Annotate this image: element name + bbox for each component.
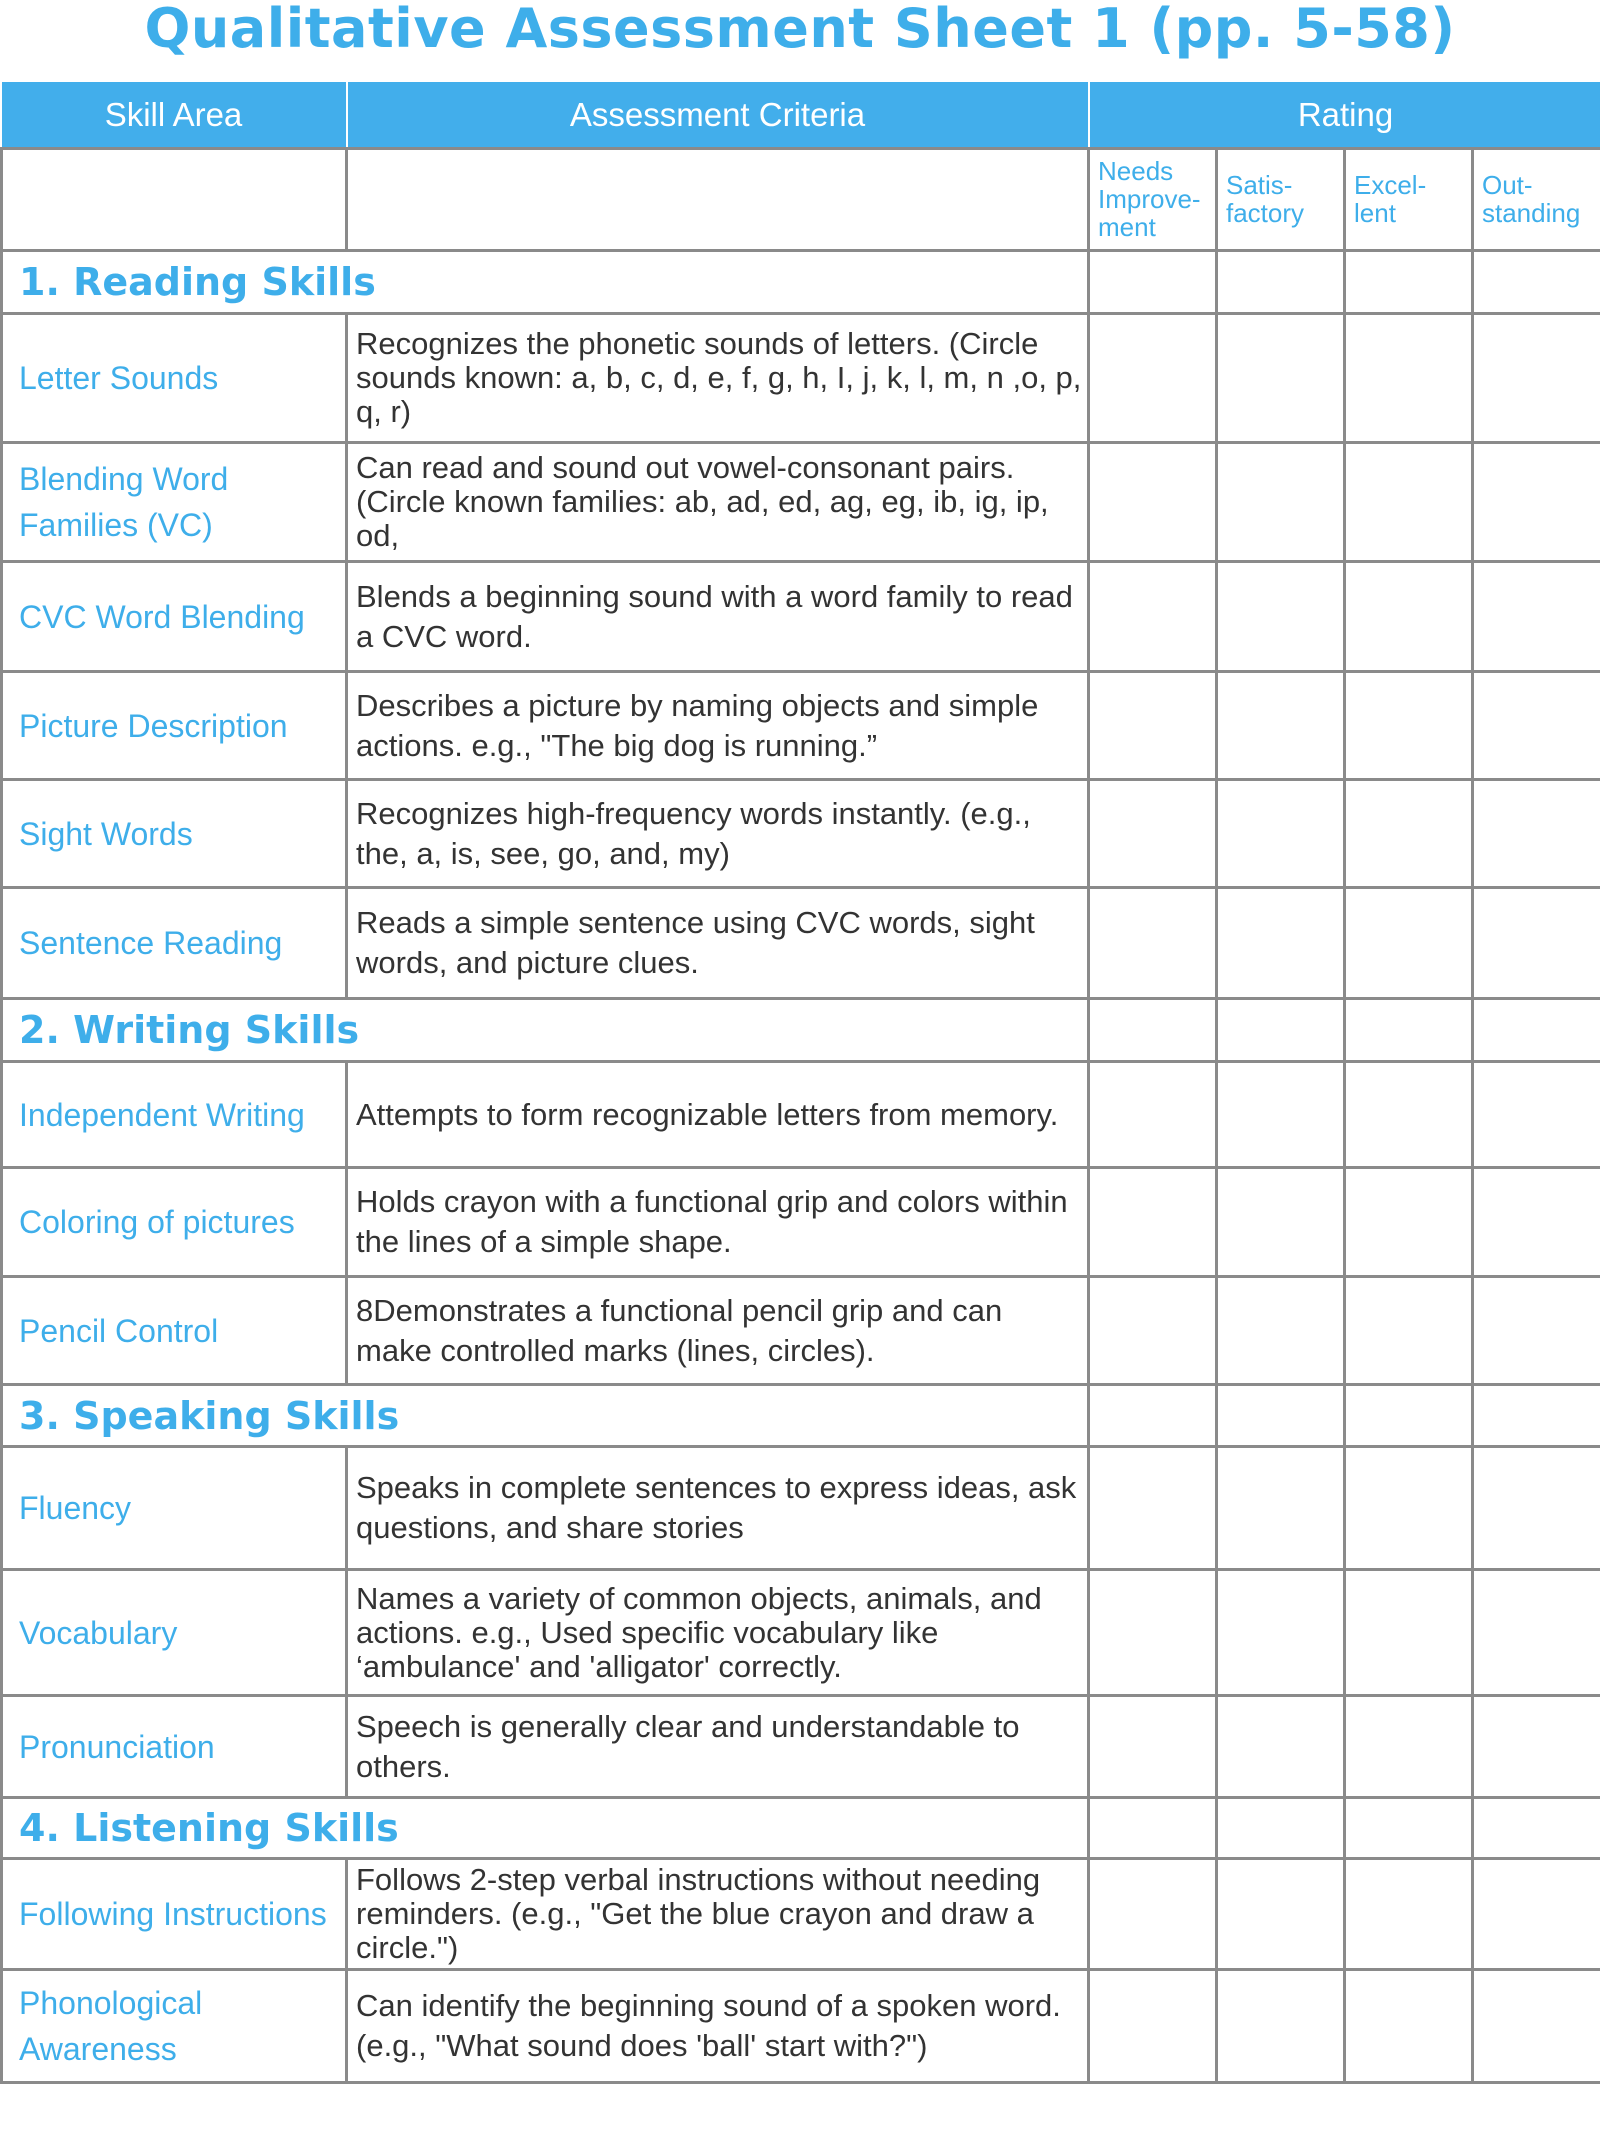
rating-box-outstanding[interactable] xyxy=(1473,562,1600,672)
skill-row xyxy=(2,1696,1600,1798)
skill-row xyxy=(2,1062,1600,1168)
rating-box-excellent[interactable] xyxy=(1345,1798,1473,1859)
assessment-criteria: Recognizes the phonetic sounds of letters. (Circle sounds known: a, b, c, d, e, f, g, h, I, j, k, l, m, n ,o, p, q, r) xyxy=(347,314,1089,443)
section-row xyxy=(2,1385,1600,1447)
rating-box-satisfactory[interactable] xyxy=(1217,1385,1345,1447)
rating-box-needs-improvement[interactable] xyxy=(1089,888,1217,999)
rating-box-outstanding[interactable] xyxy=(1473,1277,1600,1385)
rating-box-outstanding[interactable] xyxy=(1473,1859,1600,1970)
rating-level-excellent: Excel- lent xyxy=(1345,149,1473,251)
rating-box-satisfactory[interactable] xyxy=(1217,1277,1345,1385)
assessment-criteria: Follows 2-step verbal instructions without needing reminders. (e.g., "Get the blue crayon and draw a circle.") xyxy=(347,1859,1089,1970)
skill-row xyxy=(2,888,1600,999)
rating-box-satisfactory[interactable] xyxy=(1217,251,1345,314)
skill-name: Coloring of pictures xyxy=(2,1168,347,1277)
rating-box-outstanding[interactable] xyxy=(1473,1447,1600,1570)
assessment-table xyxy=(0,82,1600,2084)
rating-box-needs-improvement[interactable] xyxy=(1089,1798,1217,1859)
rating-box-satisfactory[interactable] xyxy=(1217,1062,1345,1168)
rating-box-outstanding[interactable] xyxy=(1473,1798,1600,1859)
rating-box-needs-improvement[interactable] xyxy=(1089,672,1217,780)
assessment-criteria: 8Demonstrates a functional pencil grip and can make controlled marks (lines, circles). xyxy=(347,1277,1089,1385)
skill-row xyxy=(2,443,1600,562)
rating-box-satisfactory[interactable] xyxy=(1217,1570,1345,1696)
rating-box-needs-improvement[interactable] xyxy=(1089,251,1217,314)
rating-box-needs-improvement[interactable] xyxy=(1089,314,1217,443)
rating-levels-row xyxy=(2,149,1600,251)
skill-name: Picture Description xyxy=(2,672,347,780)
rating-box-excellent[interactable] xyxy=(1345,314,1473,443)
rating-box-excellent[interactable] xyxy=(1345,1570,1473,1696)
rating-box-satisfactory[interactable] xyxy=(1217,1859,1345,1970)
rating-box-satisfactory[interactable] xyxy=(1217,780,1345,888)
rating-box-outstanding[interactable] xyxy=(1473,888,1600,999)
rating-box-satisfactory[interactable] xyxy=(1217,1447,1345,1570)
skill-row xyxy=(2,562,1600,672)
rating-box-outstanding[interactable] xyxy=(1473,1062,1600,1168)
rating-box-needs-improvement[interactable] xyxy=(1089,443,1217,562)
section-row xyxy=(2,999,1600,1062)
skill-row xyxy=(2,1277,1600,1385)
rating-box-excellent[interactable] xyxy=(1345,1385,1473,1447)
rating-box-needs-improvement[interactable] xyxy=(1089,1447,1217,1570)
assessment-criteria: Holds crayon with a functional grip and colors within the lines of a simple shape. xyxy=(347,1168,1089,1277)
skill-row xyxy=(2,1859,1600,1970)
rating-box-needs-improvement[interactable] xyxy=(1089,1859,1217,1970)
rating-box-outstanding[interactable] xyxy=(1473,1385,1600,1447)
skill-name: CVC Word Blending xyxy=(2,562,347,672)
skill-name: Pencil Control xyxy=(2,1277,347,1385)
skill-row xyxy=(2,1970,1600,2083)
rating-box-excellent[interactable] xyxy=(1345,672,1473,780)
rating-box-outstanding[interactable] xyxy=(1473,1570,1600,1696)
skill-name: Independent Writing xyxy=(2,1062,347,1168)
rating-box-excellent[interactable] xyxy=(1345,1168,1473,1277)
rating-box-satisfactory[interactable] xyxy=(1217,443,1345,562)
rating-level-outstanding: Out- standing xyxy=(1473,149,1600,251)
section-title: 4. Listening Skills xyxy=(2,1798,1089,1859)
blank-cell xyxy=(347,149,1089,251)
section-row xyxy=(2,1798,1600,1859)
rating-box-needs-improvement[interactable] xyxy=(1089,1168,1217,1277)
section-title: 3. Speaking Skills xyxy=(2,1385,1089,1447)
rating-box-satisfactory[interactable] xyxy=(1217,562,1345,672)
rating-box-needs-improvement[interactable] xyxy=(1089,1385,1217,1447)
assessment-criteria: Blends a beginning sound with a word family to read a CVC word. xyxy=(347,562,1089,672)
rating-box-outstanding[interactable] xyxy=(1473,1168,1600,1277)
skill-row xyxy=(2,1168,1600,1277)
rating-box-needs-improvement[interactable] xyxy=(1089,1696,1217,1798)
rating-box-outstanding[interactable] xyxy=(1473,672,1600,780)
assessment-criteria: Reads a simple sentence using CVC words, sight words, and picture clues. xyxy=(347,888,1089,999)
rating-box-satisfactory[interactable] xyxy=(1217,999,1345,1062)
rating-box-satisfactory[interactable] xyxy=(1217,314,1345,443)
skill-row xyxy=(2,780,1600,888)
rating-box-needs-improvement[interactable] xyxy=(1089,780,1217,888)
assessment-criteria: Can read and sound out vowel-consonant pairs. (Circle known families: ab, ad, ed, ag, eg, ib, ig, ip, od, xyxy=(347,443,1089,562)
section-row xyxy=(2,251,1600,314)
rating-box-excellent[interactable] xyxy=(1345,1447,1473,1570)
skill-name: Fluency xyxy=(2,1447,347,1570)
rating-box-needs-improvement[interactable] xyxy=(1089,1970,1217,2083)
assessment-criteria: Names a variety of common objects, animals, and actions. e.g., Used specific vocabulary like ‘ambulance' and 'alligator' correctly. xyxy=(347,1570,1089,1696)
rating-box-excellent[interactable] xyxy=(1345,1062,1473,1168)
rating-box-satisfactory[interactable] xyxy=(1217,888,1345,999)
skill-name: Blending Word Families (VC) xyxy=(2,443,347,562)
skill-row xyxy=(2,1570,1600,1696)
rating-box-needs-improvement[interactable] xyxy=(1089,1277,1217,1385)
skill-name: Vocabulary xyxy=(2,1570,347,1696)
header-row xyxy=(2,82,1600,149)
rating-box-excellent[interactable] xyxy=(1345,562,1473,672)
rating-box-needs-improvement[interactable] xyxy=(1089,1062,1217,1168)
assessment-criteria: Speech is generally clear and understandable to others. xyxy=(347,1696,1089,1798)
skill-name: Sight Words xyxy=(2,780,347,888)
section-title: 1. Reading Skills xyxy=(2,251,1089,314)
rating-box-outstanding[interactable] xyxy=(1473,443,1600,562)
header-skill-area: Skill Area xyxy=(2,82,347,149)
rating-box-needs-improvement[interactable] xyxy=(1089,1570,1217,1696)
rating-box-satisfactory[interactable] xyxy=(1217,1696,1345,1798)
rating-box-excellent[interactable] xyxy=(1345,251,1473,314)
rating-box-excellent[interactable] xyxy=(1345,780,1473,888)
rating-box-satisfactory[interactable] xyxy=(1217,1798,1345,1859)
assessment-criteria: Recognizes high-frequency words instantly. (e.g., the, a, is, see, go, and, my) xyxy=(347,780,1089,888)
skill-row xyxy=(2,314,1600,443)
rating-box-outstanding[interactable] xyxy=(1473,251,1600,314)
rating-level-needs-improvement: Needs Improve- ment xyxy=(1089,149,1217,251)
rating-box-outstanding[interactable] xyxy=(1473,999,1600,1062)
skill-name: Letter Sounds xyxy=(2,314,347,443)
rating-box-excellent[interactable] xyxy=(1345,999,1473,1062)
rating-box-satisfactory[interactable] xyxy=(1217,1168,1345,1277)
skill-name: Following Instructions xyxy=(2,1859,347,1970)
skill-name: Phonological Awareness xyxy=(2,1970,347,2083)
rating-box-outstanding[interactable] xyxy=(1473,1696,1600,1798)
rating-box-excellent[interactable] xyxy=(1345,1277,1473,1385)
assessment-criteria: Can identify the beginning sound of a spoken word. (e.g., "What sound does 'ball' start with?") xyxy=(347,1970,1089,2083)
rating-box-excellent[interactable] xyxy=(1345,443,1473,562)
rating-box-outstanding[interactable] xyxy=(1473,1970,1600,2083)
rating-box-excellent[interactable] xyxy=(1345,1859,1473,1970)
rating-box-excellent[interactable] xyxy=(1345,1696,1473,1798)
skill-row xyxy=(2,672,1600,780)
rating-box-excellent[interactable] xyxy=(1345,1970,1473,2083)
rating-box-outstanding[interactable] xyxy=(1473,780,1600,888)
skill-name: Sentence Reading xyxy=(2,888,347,999)
rating-box-needs-improvement[interactable] xyxy=(1089,999,1217,1062)
rating-box-needs-improvement[interactable] xyxy=(1089,562,1217,672)
rating-box-excellent[interactable] xyxy=(1345,888,1473,999)
section-title: 2. Writing Skills xyxy=(2,999,1089,1062)
rating-level-satisfactory: Satis- factory xyxy=(1217,149,1345,251)
skill-name: Pronunciation xyxy=(2,1696,347,1798)
page-title: Qualitative Assessment Sheet 1 (pp. 5-58) xyxy=(144,0,1456,60)
assessment-criteria: Attempts to form recognizable letters from memory. xyxy=(347,1062,1089,1168)
header-assessment-criteria: Assessment Criteria xyxy=(347,82,1089,149)
assessment-criteria: Describes a picture by naming objects and simple actions. e.g., "The big dog is running.” xyxy=(347,672,1089,780)
rating-box-satisfactory[interactable] xyxy=(1217,672,1345,780)
rating-box-outstanding[interactable] xyxy=(1473,314,1600,443)
rating-box-satisfactory[interactable] xyxy=(1217,1970,1345,2083)
skill-row xyxy=(2,1447,1600,1570)
blank-cell xyxy=(2,149,347,251)
header-rating: Rating xyxy=(1089,82,1600,149)
assessment-criteria: Speaks in complete sentences to express ideas, ask questions, and share stories xyxy=(347,1447,1089,1570)
